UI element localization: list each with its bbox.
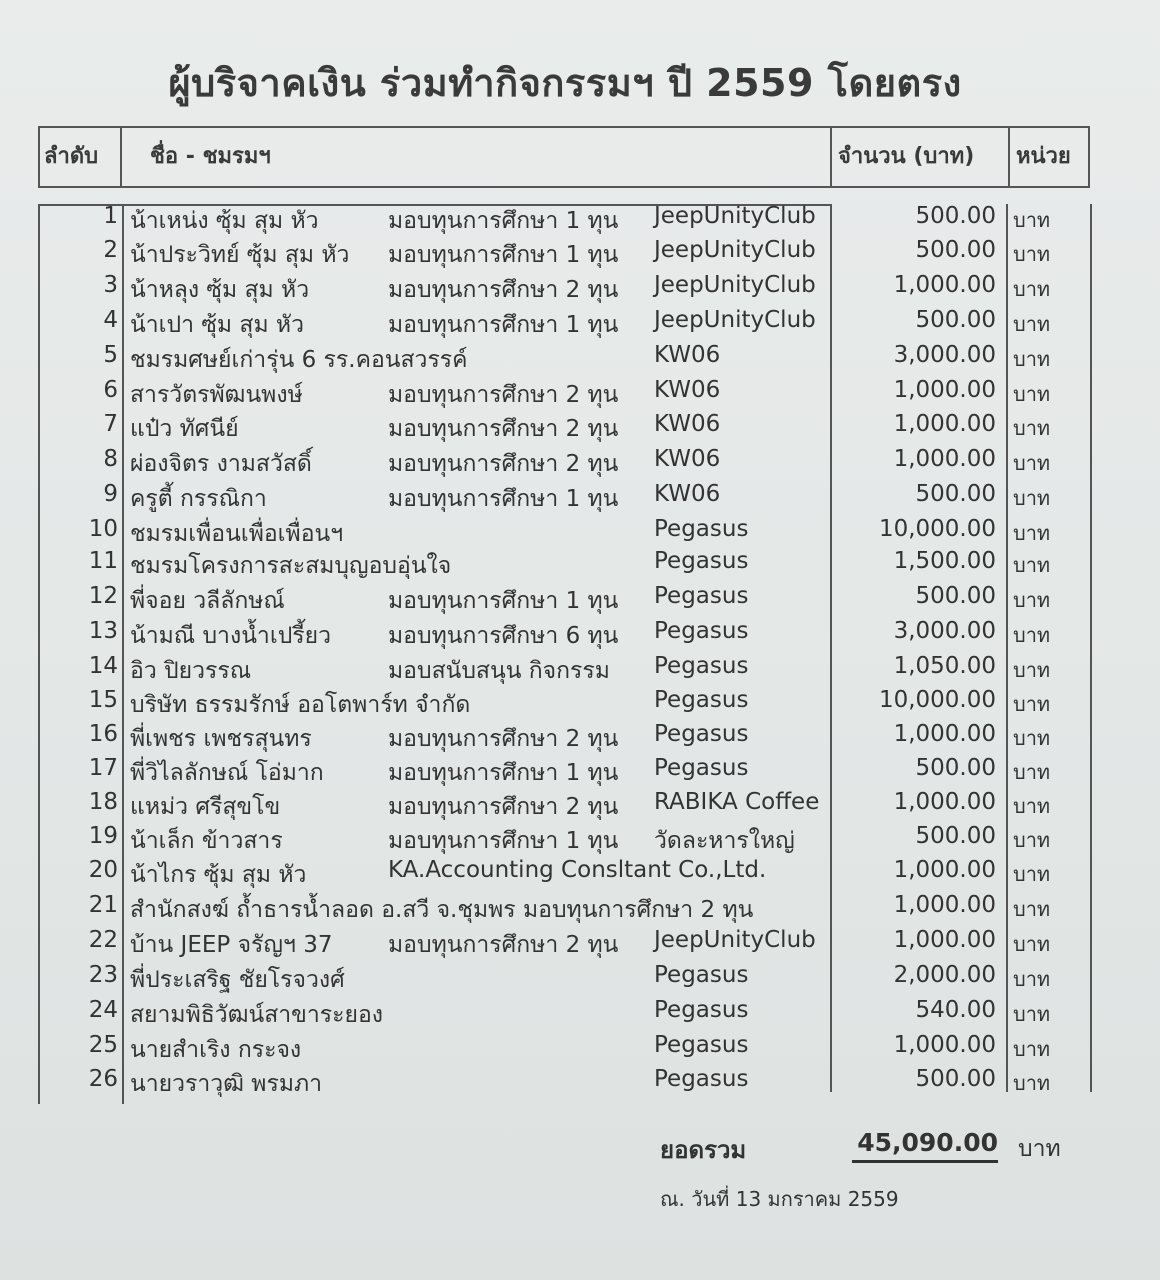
club-name: KW06 xyxy=(654,446,721,472)
table-row xyxy=(0,307,1160,341)
club-name: Pegasus xyxy=(654,583,749,609)
row-number: 23 xyxy=(88,962,118,988)
table-row xyxy=(0,721,1160,755)
currency-unit: บาท xyxy=(1013,521,1051,545)
donation-amount: 1,000.00 xyxy=(893,411,996,437)
header-no: ลำดับ xyxy=(44,144,99,169)
currency-unit: บาท xyxy=(1013,277,1051,301)
club-name: KW06 xyxy=(654,411,721,437)
donation-amount: 3,000.00 xyxy=(893,342,996,368)
currency-unit: บาท xyxy=(1013,828,1051,852)
currency-unit: บาท xyxy=(1013,862,1051,886)
table-row xyxy=(0,892,1160,926)
header-name: ชื่อ - ชมรมฯ xyxy=(150,144,271,169)
currency-unit: บาท xyxy=(1013,897,1051,921)
donation-amount: 500.00 xyxy=(915,237,996,263)
donation-amount: 1,000.00 xyxy=(893,1032,996,1058)
donor-name: น้าหลุง ซุ้ม สุม หัว xyxy=(130,277,310,303)
total-label: ยอดรวม xyxy=(660,1136,747,1164)
club-name: Pegasus xyxy=(654,962,749,988)
table-row xyxy=(0,411,1160,445)
row-number: 13 xyxy=(88,618,118,644)
donation-purpose: มอบทุนการศึกษา 1 ทุน xyxy=(388,208,619,234)
donor-name: นายสำเริง กระจง xyxy=(130,1037,302,1063)
donation-amount: 2,000.00 xyxy=(893,962,996,988)
donation-amount: 500.00 xyxy=(915,583,996,609)
donation-amount: 1,000.00 xyxy=(893,272,996,298)
table-row xyxy=(0,1066,1160,1100)
row-number: 20 xyxy=(88,857,118,883)
row-number: 12 xyxy=(88,583,118,609)
donation-amount: 1,050.00 xyxy=(893,653,996,679)
donation-purpose: มอบทุนการศึกษา 1 ทุน xyxy=(388,760,619,786)
club-name: KW06 xyxy=(654,342,721,368)
row-number: 25 xyxy=(88,1032,118,1058)
club-name: วัดละหารใหญ่ xyxy=(654,828,795,854)
table-row xyxy=(0,997,1160,1031)
donor-name: บริษัท ธรรมรักษ์ ออโตพาร์ท จำกัด xyxy=(130,692,471,718)
club-name: Pegasus xyxy=(654,687,749,713)
donor-name: บ้าน JEEP จรัญฯ 37 xyxy=(130,932,333,958)
club-name: Pegasus xyxy=(654,1066,749,1092)
donor-name: ชมรมศษย์เก่ารุ่น 6 รร.คอนสวรรค์ xyxy=(130,347,468,373)
club-name: JeepUnityClub xyxy=(654,927,816,953)
currency-unit: บาท xyxy=(1013,208,1051,232)
club-name: Pegasus xyxy=(654,653,749,679)
club-name: KW06 xyxy=(654,377,721,403)
row-number: 22 xyxy=(88,927,118,953)
table-row xyxy=(0,823,1160,857)
donation-amount: 500.00 xyxy=(915,1066,996,1092)
donor-name: ชมรมเพื่อนเพื่อเพื่อนฯ xyxy=(130,521,344,547)
currency-unit: บาท xyxy=(1013,553,1051,577)
donor-name: น้าเหน่ง ซุ้ม สุม หัว xyxy=(130,208,319,234)
row-number: 26 xyxy=(88,1066,118,1092)
donor-name: สำนักสงฆ์ ถ้ำธารน้ำลอด อ.สวี จ.ชุมพร มอบทุนการศึกษา 2 ทุน xyxy=(130,897,754,923)
donation-purpose: มอบทุนการศึกษา 2 ทุน xyxy=(388,794,619,820)
header-amount: จำนวน (บาท) xyxy=(838,144,975,169)
donation-purpose: มอบทุนการศึกษา 2 ทุน xyxy=(388,382,619,408)
currency-unit: บาท xyxy=(1013,623,1051,647)
donation-amount: 1,000.00 xyxy=(893,789,996,815)
report-date: ณ. วันที่ 13 มกราคม 2559 xyxy=(660,1187,899,1211)
header-unit: หน่วย xyxy=(1016,144,1071,169)
table-row xyxy=(0,342,1160,376)
row-number: 6 xyxy=(103,377,118,403)
donation-amount: 1,000.00 xyxy=(893,927,996,953)
currency-unit: บาท xyxy=(1013,486,1051,510)
row-number: 4 xyxy=(103,307,118,333)
table-row xyxy=(0,481,1160,515)
club-name: KW06 xyxy=(654,481,721,507)
donation-amount: 1,500.00 xyxy=(893,548,996,574)
currency-unit: บาท xyxy=(1013,382,1051,406)
table-row xyxy=(0,962,1160,996)
row-number: 1 xyxy=(103,203,118,229)
donation-purpose: มอบทุนการศึกษา 1 ทุน xyxy=(388,588,619,614)
donor-name: แหม่ว ศรีสุขโข xyxy=(130,794,281,820)
table-row xyxy=(0,272,1160,306)
donation-purpose: มอบสนับสนุน กิจกรรม xyxy=(388,658,610,684)
row-number: 19 xyxy=(88,823,118,849)
donor-name: พี่วิไลลักษณ์ โอ่มาก xyxy=(130,760,324,786)
donation-amount: 10,000.00 xyxy=(878,687,996,713)
club-name: Pegasus xyxy=(654,516,749,542)
club-name: JeepUnityClub xyxy=(654,272,816,298)
header-divider xyxy=(1008,128,1010,186)
table-row xyxy=(0,446,1160,480)
row-number: 9 xyxy=(103,481,118,507)
row-number: 24 xyxy=(88,997,118,1023)
donation-purpose: มอบทุนการศึกษา 2 ทุน xyxy=(388,726,619,752)
donor-name: สยามพิธิวัฒน์สาขาระยอง xyxy=(130,1002,384,1028)
table-header xyxy=(38,126,1090,188)
donation-amount: 1,000.00 xyxy=(893,721,996,747)
row-number: 7 xyxy=(103,411,118,437)
donor-name: นายวราวุฒิ พรมภา xyxy=(130,1071,323,1097)
donation-amount: 3,000.00 xyxy=(893,618,996,644)
donor-name: น้ามณี บางน้ำเปรี้ยว xyxy=(130,623,332,649)
row-number: 16 xyxy=(88,721,118,747)
currency-unit: บาท xyxy=(1013,588,1051,612)
table-row xyxy=(0,516,1160,550)
table-row xyxy=(0,789,1160,823)
row-number: 15 xyxy=(88,687,118,713)
donation-purpose: มอบทุนการศึกษา 6 ทุน xyxy=(388,623,619,649)
donation-purpose: มอบทุนการศึกษา 1 ทุน xyxy=(388,312,619,338)
currency-unit: บาท xyxy=(1013,726,1051,750)
donor-name: อิว ปิยวรรณ xyxy=(130,658,252,684)
club-name: Pegasus xyxy=(654,1032,749,1058)
currency-unit: บาท xyxy=(1013,416,1051,440)
donor-name: ชมรมโครงการสะสมบุญอบอุ่นใจ xyxy=(130,553,452,579)
donation-amount: 500.00 xyxy=(915,307,996,333)
currency-unit: บาท xyxy=(1013,1071,1051,1095)
currency-unit: บาท xyxy=(1013,1037,1051,1061)
page-title: ผู้บริจาคเงิน ร่วมทำกิจกรรมฯ ปี 2559 โดยตรง xyxy=(168,61,962,105)
table-row xyxy=(0,857,1160,891)
donation-purpose: มอบทุนการศึกษา 2 ทุน xyxy=(388,277,619,303)
table-row xyxy=(0,927,1160,961)
currency-unit: บาท xyxy=(1013,347,1051,371)
row-number: 11 xyxy=(88,548,118,574)
currency-unit: บาท xyxy=(1013,658,1051,682)
donation-purpose: KA.Accounting Consltant Co.,Ltd. xyxy=(388,857,767,883)
donation-purpose: มอบทุนการศึกษา 1 ทุน xyxy=(388,486,619,512)
donation-amount: 500.00 xyxy=(915,203,996,229)
donor-name: สารวัตรพัฒนพงษ์ xyxy=(130,382,303,408)
row-number: 17 xyxy=(88,755,118,781)
donation-amount: 500.00 xyxy=(915,481,996,507)
donation-purpose: มอบทุนการศึกษา 2 ทุน xyxy=(388,451,619,477)
donor-name: พี่เพชร เพชรสุนทร xyxy=(130,726,312,752)
header-divider xyxy=(830,128,832,186)
donation-amount: 10,000.00 xyxy=(878,516,996,542)
row-number: 5 xyxy=(103,342,118,368)
table-row xyxy=(0,583,1160,617)
table-row xyxy=(0,755,1160,789)
currency-unit: บาท xyxy=(1013,692,1051,716)
donation-purpose: มอบทุนการศึกษา 1 ทุน xyxy=(388,828,619,854)
club-name: Pegasus xyxy=(654,721,749,747)
table-row xyxy=(0,653,1160,687)
club-name: Pegasus xyxy=(654,548,749,574)
table-row xyxy=(0,377,1160,411)
row-number: 18 xyxy=(88,789,118,815)
total-value: 45,090.00 xyxy=(852,1128,998,1163)
row-number: 3 xyxy=(103,272,118,298)
club-name: JeepUnityClub xyxy=(654,307,816,333)
donation-purpose: มอบทุนการศึกษา 2 ทุน xyxy=(388,416,619,442)
row-number: 14 xyxy=(88,653,118,679)
donor-name: พี่จอย วลีลักษณ์ xyxy=(130,588,285,614)
table-row xyxy=(0,203,1160,237)
donor-name: น้าประวิทย์ ซุ้ม สุม หัว xyxy=(130,242,350,268)
donation-amount: 1,000.00 xyxy=(893,857,996,883)
currency-unit: บาท xyxy=(1013,242,1051,266)
donor-name: น้าเปา ซุ้ม สุม หัว xyxy=(130,312,304,338)
currency-unit: บาท xyxy=(1013,312,1051,336)
club-name: Pegasus xyxy=(654,997,749,1023)
donor-name: พี่ประเสริฐ ชัยโรจวงศ์ xyxy=(130,967,345,993)
donation-amount: 540.00 xyxy=(915,997,996,1023)
club-name: Pegasus xyxy=(654,618,749,644)
club-name: JeepUnityClub xyxy=(654,203,816,229)
donation-amount: 1,000.00 xyxy=(893,377,996,403)
club-name: JeepUnityClub xyxy=(654,237,816,263)
donor-name: ผ่องจิตร งามสวัสดิ์ xyxy=(130,451,312,477)
row-number: 2 xyxy=(103,237,118,263)
table-row xyxy=(0,687,1160,721)
currency-unit: บาท xyxy=(1013,932,1051,956)
row-number: 21 xyxy=(88,892,118,918)
donation-purpose: มอบทุนการศึกษา 1 ทุน xyxy=(388,242,619,268)
donation-amount: 1,000.00 xyxy=(893,446,996,472)
donation-amount: 1,000.00 xyxy=(893,892,996,918)
currency-unit: บาท xyxy=(1013,794,1051,818)
row-number: 8 xyxy=(103,446,118,472)
club-name: RABIKA Coffee xyxy=(654,789,820,815)
total-unit: บาท xyxy=(1018,1136,1061,1162)
donation-amount: 500.00 xyxy=(915,755,996,781)
club-name: Pegasus xyxy=(654,755,749,781)
currency-unit: บาท xyxy=(1013,760,1051,784)
donor-name: แป๋ว ทัศนีย์ xyxy=(130,416,239,442)
table-row xyxy=(0,237,1160,271)
donation-amount: 500.00 xyxy=(915,823,996,849)
row-number: 10 xyxy=(88,516,118,542)
header-divider xyxy=(120,128,122,186)
donor-name: น้าเล็ก ข้าวสาร xyxy=(130,828,283,854)
donation-purpose: มอบทุนการศึกษา 2 ทุน xyxy=(388,932,619,958)
donor-name: ครูตี้ กรรณิกา xyxy=(130,486,267,512)
table-row xyxy=(0,618,1160,652)
donor-name: น้าไกร ซุ้ม สุม หัว xyxy=(130,862,307,888)
table-row xyxy=(0,1032,1160,1066)
table-row xyxy=(0,548,1160,582)
currency-unit: บาท xyxy=(1013,1002,1051,1026)
currency-unit: บาท xyxy=(1013,967,1051,991)
currency-unit: บาท xyxy=(1013,451,1051,475)
